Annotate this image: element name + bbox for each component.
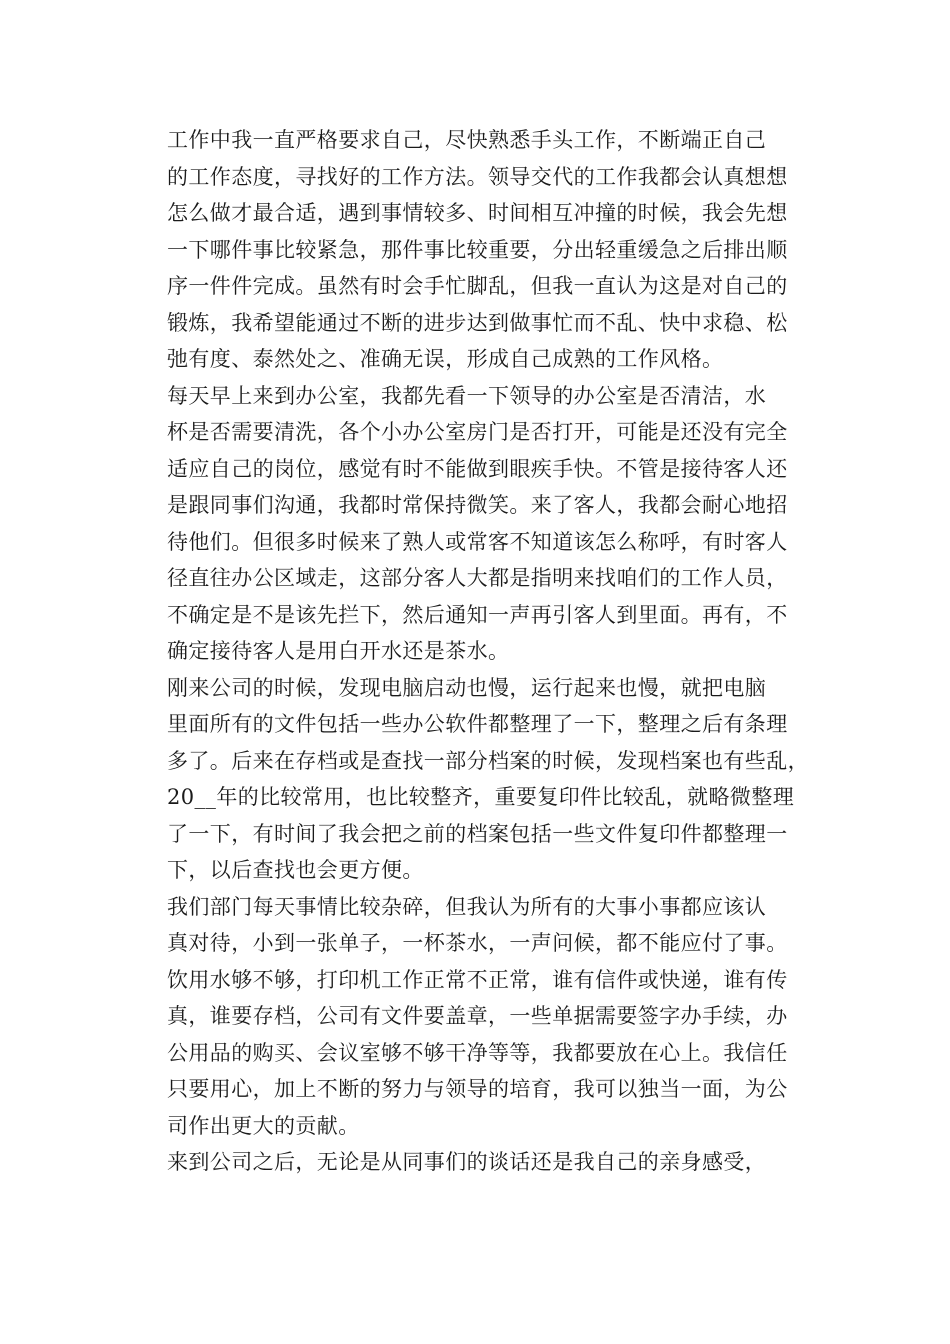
paragraph-after-joining [145, 1144, 807, 1181]
text-line: 的工作态度，寻找好的工作方法。领导交代的工作我都会认真想想 [167, 164, 788, 189]
text-line: 弛有度、泰然处之、准确无误，形成自己成熟的工作风格。 [167, 347, 724, 371]
text-line: 里面所有的文件包括一些办公软件都整理了一下，整理之后有条理 [167, 712, 788, 736]
text-line: 真，谁要存档，公司有文件要盖章，一些单据需要签字办手续，办 [167, 1004, 788, 1028]
paragraph-department-tasks [145, 889, 807, 1145]
paragraph-file-organizing [145, 670, 807, 889]
text-line: 刚来公司的时候，发现电脑启动也慢，运行起来也慢，就把电脑 [167, 675, 767, 700]
text-line: 了一下，有时间了我会把之前的档案包括一些文件复印件都整理一 [167, 821, 788, 846]
text-line: 锻炼，我希望能通过不断的进步达到做事忙而不乱、快中求稳、松 [167, 310, 788, 335]
document-body [145, 122, 807, 1181]
text-line: 我们部门每天事情比较杂碎，但我认为所有的大事小事都应该认 [167, 894, 767, 919]
text-line: 工作中我一直严格要求自己，尽快熟悉手头工作，不断端正自己 [167, 128, 767, 152]
text-line: 每天早上来到办公室，我都先看一下领导的办公室是否清洁，水 [167, 383, 767, 408]
paragraph-work-attitude [145, 122, 807, 378]
text-line: 是跟同事们沟通，我都时常保持微笑。来了客人，我都会耐心地招 [167, 493, 788, 517]
text-line: 20__年的比较常用，也比较整齐，重要复印件比较乱，就略微整理 [167, 785, 795, 809]
text-line: 适应自己的岗位，感觉有时不能做到眼疾手快。不管是接待客人还 [167, 456, 788, 481]
text-line: 饮用水够不够，打印机工作正常不正常，谁有信件或快递，谁有传 [167, 967, 788, 992]
text-line: 序一件件完成。虽然有时会手忙脚乱，但我一直认为这是对自己的 [167, 274, 788, 298]
text-line: 确定接待客人是用白开水还是茶水。 [167, 639, 510, 663]
text-line: 只要用心，加上不断的努力与领导的培育，我可以独当一面，为公 [167, 1077, 788, 1101]
paragraph-daily-routine [145, 378, 807, 670]
text-line: 待他们。但很多时候来了熟人或常客不知道该怎么称呼，有时客人 [167, 529, 788, 554]
text-line: 怎么做才最合适，遇到事情较多、时间相互冲撞的时候，我会先想 [167, 201, 788, 225]
text-line: 公用品的购买、会议室够不够干净等等，我都要放在心上。我信任 [167, 1040, 788, 1065]
text-line: 径直往办公区域走，这部分客人大都是指明来找咱们的工作人员， [167, 566, 788, 590]
text-line: 不确定是不是该先拦下，然后通知一声再引客人到里面。再有，不 [167, 602, 788, 627]
text-line: 下，以后查找也会更方便。 [167, 858, 424, 882]
text-line: 司作出更大的贡献。 [167, 1113, 360, 1138]
text-line: 杯是否需要清洗，各个小办公室房门是否打开，可能是还没有完全 [167, 420, 788, 444]
text-line: 来到公司之后，无论是从同事们的谈话还是我自己的亲身感受， [167, 1150, 767, 1174]
text-line: 多了。后来在存档或是查找一部分档案的时候，发现档案也有些乱， [167, 748, 809, 773]
text-line: 一下哪件事比较紧急，那件事比较重要，分出轻重缓急之后排出顺 [167, 237, 788, 262]
text-line: 真对待，小到一张单子，一杯茶水，一声问候，都不能应付了事。 [167, 931, 788, 955]
